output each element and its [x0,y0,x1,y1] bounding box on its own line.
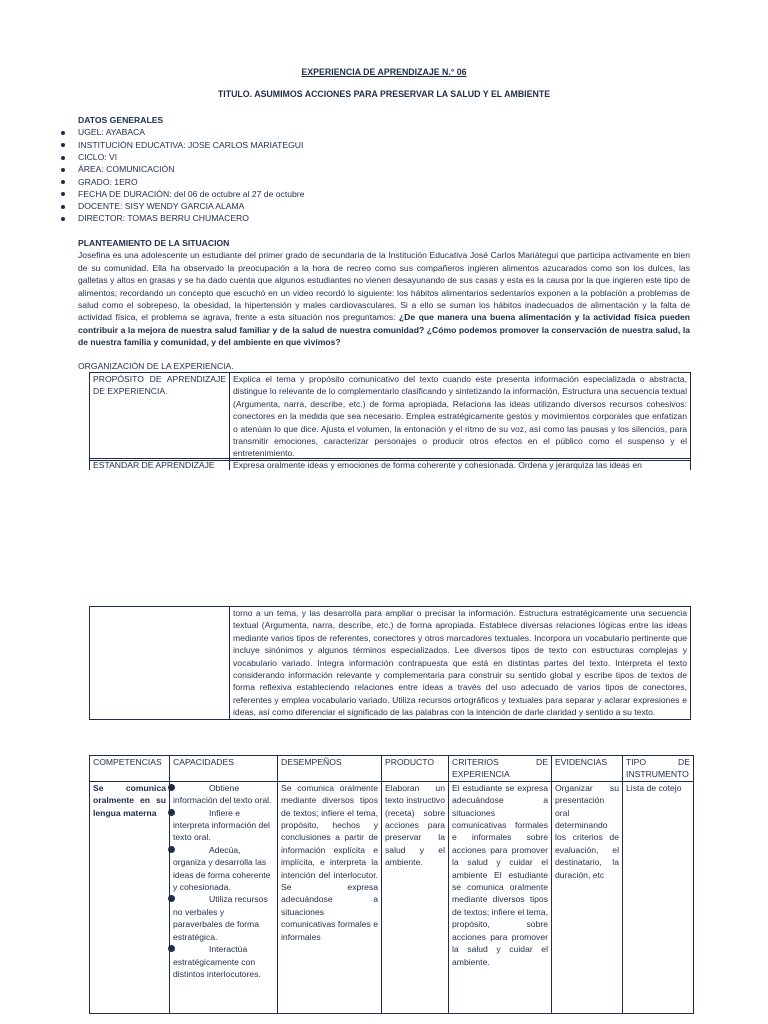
estandar-label: ESTANDAR DE APRENDIZAJE [90,459,230,471]
list-item: UGEL: AYABACA [78,126,698,138]
capacidad-text: Adecúa, organiza y desarrolla las ideas de forma coherente y cohesionada. [173,844,271,893]
criterios-cell: El estudiante se expresa adecuándose a situaciones comunicativas formales e informales sobre acciones para promover la salud y cuidar el ambiente El estudiante se comunica oralmente mediante diversos tipos de textos; infiere el tema, propósito, sobre acciones para promover la salud y cuidar el ambiente. [449,781,552,1013]
list-item: GRADO: 1ERO [78,176,698,188]
capacidad-item [173,893,274,943]
table-header-row [90,756,694,782]
list-item: FECHA DE DURACIÓN: del 06 de octubre al 27 de octubre [78,188,698,200]
datos-generales-heading: DATOS GENERALES [78,115,164,125]
producto-cell: Elaboran un texto instructivo (receta) sobre acciones para preservar la salud y el ambiente. [382,781,449,1013]
empty-cell [90,607,230,720]
datos-generales-list [78,126,698,224]
estandar-row-clip [89,458,691,470]
list-item: DOCENTE: SISY WENDY GARCIA ALAMA [78,200,698,212]
planteamiento-body [78,249,690,348]
capacidad-text: Obtiene información del texto oral. [173,782,272,806]
capacidad-item [173,943,274,980]
header-instrumento: TIPO DE INSTRUMENTO [623,756,694,782]
competencias-table [89,755,694,1014]
document-subtitle: TITULO. ASUMIMOS ACCIONES PARA PRESERVAR LA SALUD Y EL AMBIENTE [217,89,551,99]
header-competencias: COMPETENCIAS [90,756,170,782]
document-title: EXPERIENCIA DE APRENDIZAJE N.° 06 [301,67,467,77]
proposito-text: Explica el tema y propósito comunicativo del texto cuando este presenta información especializada o abstracta, distingue lo relevante de lo complementario clasificando y sintetizando la información, Estructura una secuencia textual (Argumenta, narra, describe, etc.) de forma apropiada, Relaciona las ideas utilizando diversos recursos cohesivos: conectores en la medida que sea necesario. Emplea estratégicamente gestos y movimientos corporales que enfatizan o atenúan lo que dice. Ajusta el volumen, la entonación y el ritmo de su voz, así como las pausas y los silencios, para transmitir emociones, caracterizar personajes o producir otros efectos en el público como el suspenso y el entretenimiento. [230,373,691,461]
table-row [90,781,694,1013]
list-item: CICLO: VI [78,151,698,163]
header-criterios: CRITERIOS DE EXPERIENCIA [449,756,552,782]
estandar-text-part1: Expresa oralmente ideas y emociones de forma coherente y cohesionada. Ordena y jerarquiza las ideas en [230,459,691,471]
table-row [90,459,691,471]
capacidad-text: Interactúa estratégicamente con distintos interlocutores. [173,944,261,979]
datos-generales-section [78,114,698,225]
header-desempenos: DESEMPEÑOS [278,756,382,782]
capacidad-item [173,844,274,894]
list-item: ÁREA: COMUNICACIÓN [78,163,698,175]
planteamiento-heading: PLANTEAMIENTO DE LA SITUACION [78,238,230,248]
bullet-icon [173,783,209,793]
capacidad-item [173,807,274,844]
organizacion-table [89,372,691,461]
capacidad-text: Infiere e interpreta información del texto oral. [173,807,270,843]
list-item: DIRECTOR: TOMAS BERRU CHUMACERO [78,212,698,224]
table-row [90,373,691,461]
estandar-table [89,458,691,470]
planteamiento-text: Josefina es una adolescente un estudiante del primer grado de secundaria de la Institución Educativa José Carlos Mariátegui que participa activamente en bien de su comunidad. Ella ha observado la preocupación a la hora de recreo como sus compañeros ingieren alimentos azucarados como son los dulces, las galletas y altos en grasas y se ha dado cuenta que algunos estudiantes no vienen desayunando de sus casas y esta es la causa por la que ingieren este tipo de alimentos; recordando un concepto que escuchó en un video recordó lo siguiente: los hábitos alimentarios sedentarios exponen a la población a problemas de salud como el sobrepeso, la obesidad, la hipertensión y males cardiovasculares. Si a ello se suman los hábitos inadecuados de alimentación y la falta de actividad física, el problema se agrava, frente a esta situación nos preguntamos: [78,250,690,323]
capacidades-cell [170,781,278,1013]
desempenos-cell: Se comunica oralmente mediante diversos tipos de textos; infiere el tema, propósito, hechos y conclusiones a partir de información explícita e implícita, e interpreta la intención del interlocutor. Se expresa adecuándose a situaciones comunicativas formales e informales [278,781,382,1013]
bullet-icon [173,894,209,904]
planteamiento-section [78,237,690,349]
estandar-text-part2: torno a un tema, y las desarrolla para ampliar o precisar la información. Estructura estratégicamente una secuencia textual (Argumenta, narra, describe, etc.) de forma apropiada. Establece diversas relaciones lógicas entre las ideas mediante varios tipos de referentes, conectores y otros marcadores textuales. Incorpora un vocabulario pertinente que incluye sinónimos y algunos términos especializados. Lee diversos tipos de texto con estructuras complejas y vocabulario variado. Integra información contrapuesta que está en distintas partes del texto. Interpreta el texto considerando información relevante y complementaria para construir su sentido global y escribe tipos de textos de forma reflexiva estableciendo relaciones entre ideas a través del uso adecuado de varios tipos de conectores, referentes y emplea vocabulario variado. Utiliza recursos ortográficos y textuales para separar y aclarar expresiones e ideas, así como diferenciar el significado de las palabras con la intención de darle claridad y sentido a su texto. [230,607,691,720]
bullet-icon [173,944,209,954]
planteamiento-question: ¿De que manera una buena alimentación y la actividad física pueden contribuir a la mejora de nuestra salud familiar y de la salud de nuestra comunidad? ¿Cómo podemos promover la conservación de nuestra salud, la de nuestra familia y comunidad, y del ambiente en que vivimos? [78,312,691,348]
table-row [90,607,691,720]
evidencias-cell: Organizar su presentación oral determinando los criterios de evaluación, el destinatario, la duración, etc [552,781,623,1013]
competencia-cell: Se comunica oralmente en su lengua materna [90,781,170,1013]
bullet-icon [173,845,209,855]
header-producto: PRODUCTO [382,756,449,782]
bullet-icon [173,808,209,818]
estandar-continuation-table [89,606,691,720]
header-evidencias: EVIDENCIAS [552,756,623,782]
header-capacidades: CAPACIDADES [170,756,278,782]
organizacion-label: ORGANIZACIÓN DE LA EXPERIENCIA. [78,361,234,371]
list-item: INSTITUCIÓN EDUCATIVA: JOSE CARLOS MARIATEGUI [78,139,698,151]
instrumento-cell: Lista de cotejo [623,781,694,1013]
capacidad-item [173,782,274,807]
capacidad-text: Utiliza recursos no verbales y paraverbales de forma estratégica. [173,894,268,942]
proposito-label: PROPÓSITO DE APRENDIZAJE DE EXPERIENCIA. [90,373,230,461]
